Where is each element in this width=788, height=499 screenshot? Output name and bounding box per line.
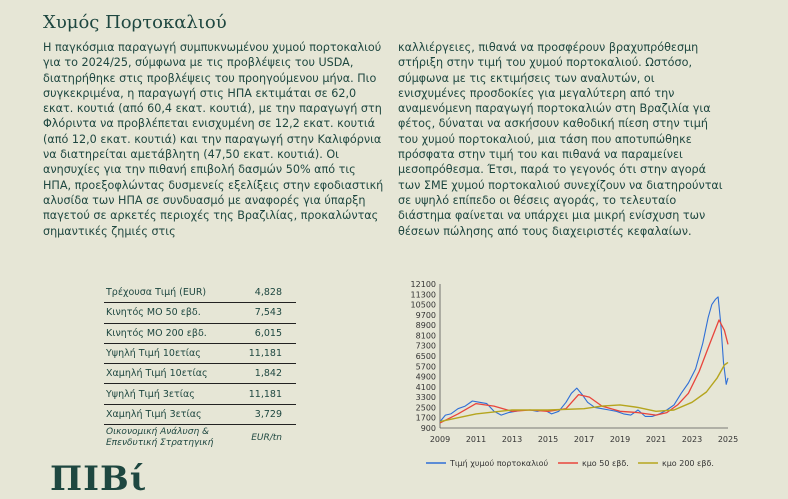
orange-juice-price-chart xyxy=(398,278,743,473)
y-tick-label: 7300 xyxy=(415,341,436,351)
stats-footer-row xyxy=(104,425,296,452)
x-tick-label: 2011 xyxy=(465,435,487,444)
stats-value: 3,729 xyxy=(247,404,296,424)
legend-label: κμο 200 εβδ. xyxy=(662,459,714,468)
y-tick-label: 4100 xyxy=(415,382,436,392)
x-tick-label: 2023 xyxy=(681,435,703,444)
x-tick-label: 2009 xyxy=(429,435,451,444)
x-tick-label: 2015 xyxy=(537,435,559,444)
stats-value: 11,181 xyxy=(247,384,296,404)
stats-value: 6,015 xyxy=(247,323,296,343)
chart-legend xyxy=(426,458,714,468)
y-tick-label: 11300 xyxy=(410,290,436,300)
y-tick-label: 2500 xyxy=(415,403,436,413)
y-tick-label: 1700 xyxy=(415,413,436,423)
stats-value: 4,828 xyxy=(247,283,296,303)
y-tick-label: 6500 xyxy=(415,352,436,361)
series-line-ma200 xyxy=(440,362,728,421)
y-tick-label: 4900 xyxy=(415,372,436,382)
y-tick-label: 8100 xyxy=(415,331,436,341)
stats-row xyxy=(104,404,296,424)
series-lines xyxy=(440,297,728,423)
y-tick-label: 900 xyxy=(420,424,436,433)
stats-value: 7,543 xyxy=(247,303,296,323)
series-line-ma50 xyxy=(440,320,728,423)
stats-row xyxy=(104,323,296,343)
stats-row xyxy=(104,303,296,323)
stats-label: Υψηλή Τιμή 3ετίας xyxy=(104,384,247,404)
stats-table xyxy=(104,283,296,451)
stats-value: 1,842 xyxy=(247,364,296,384)
brand-logo: ΠΙΒί xyxy=(50,459,148,499)
y-axis-ticks xyxy=(411,280,436,433)
stats-row xyxy=(104,364,296,384)
cut-off-header-fragment xyxy=(420,0,720,2)
stats-row xyxy=(104,384,296,404)
y-tick-label: 5700 xyxy=(415,362,436,372)
stats-label: Χαμηλή Τιμή 10ετίας xyxy=(104,364,247,384)
stats-footer-label: Οικονομική Ανάλυση & Επενδυτική Στρατηγική xyxy=(106,427,214,449)
y-tick-label: 8900 xyxy=(415,321,436,331)
article-right-column: καλλιέργειες, πιθανά να προσφέρουν βραχυπρόθεσμη στήριξη στην τιμή του χυμού πορτοκαλιού. Ωστόσο, σύμφωνα με τις εκτιμήσεις των αναλυτών, οι ενισχυμένες προσδοκίες για μεγαλύτερη από την αναμενόμενη παραγωγή πορτοκαλιών στη Βραζιλία για φέτος, δύναται να ασκήσουν καθοδική πίεση στην τιμή του χυμού πορτοκαλιού, μια τάση που αποτυπώθηκε πρόσφατα στην τιμή του και πιθανά να παραμείνει μεσοπρόθεσμα. Έτσι, παρά το γεγονός ότι στην αγορά των ΣΜΕ χυμού πορτοκαλιού συνεχίζουν να διατηρούνται σε υψηλό επίπεδο οι θέσεις αγοράς, το τελευταίο διάστημα φαίνεται να υπάρχει μια μικρή ενίσχυση των θέσεων πώλησης από τους διαχειριστές κεφαλαίων. xyxy=(398,41,723,238)
series-line-price xyxy=(440,297,728,422)
x-tick-label: 2019 xyxy=(609,435,631,444)
y-tick-label: 12100 xyxy=(410,280,436,289)
stats-label: Τρέχουσα Τιμή (EUR) xyxy=(104,283,247,303)
stats-footer-unit: EUR/tn xyxy=(251,432,282,443)
stats-row xyxy=(104,343,296,363)
legend-label: Τιμή χυμού πορτοκαλιού xyxy=(450,459,549,468)
x-tick-label: 2013 xyxy=(501,435,523,444)
stats-row xyxy=(104,283,296,303)
stats-label: Χαμηλή Τιμή 3ετίας xyxy=(104,404,247,424)
y-tick-label: 9700 xyxy=(415,310,436,320)
x-axis-ticks xyxy=(430,435,738,444)
article-title: Χυμός Πορτοκαλιού xyxy=(43,12,227,33)
x-tick-label: 2021 xyxy=(645,435,667,444)
stats-label: Υψηλή Τιμή 10ετίας xyxy=(104,343,247,363)
stats-value: 11,181 xyxy=(247,343,296,363)
article-left-column: Η παγκόσμια παραγωγή συμπυκνωμένου χυμού πορτοκαλιού για το 2024/25, σύμφωνα με τις προβλέψεις του USDA, διατηρήθηκε στις προβλέψεις του προηγούμενου μήνα. Πιο συγκεκριμένα, η παραγωγή στις ΗΠΑ εκτιμάται σε 62,0 εκατ. κουτιά (από 60,4 εκατ. κουτιά), με την παραγωγή στη Φλόριντα να προβλέπεται ενισχυμένη σε 12,2 εκατ. κουτιά (από 12,0 εκατ. κουτιά) και την παραγωγή στην Καλιφόρνια να διατηρείται αμετάβλητη (47,50 εκατ. κουτιά). Οι ανησυχίες για την πιθανή επιβολή δασμών 50% από τις ΗΠΑ, προεξοφλώντας δυσμενείς εξελίξεις στην εφοδιαστική αλυσίδα των ΗΠΑ σε συνδυασμό με αναφορές για ύπαρξη παγετού σε αρκετές περιοχές της Βραζιλίας, προκαλώντας σημαντικές ζημιές στις xyxy=(43,41,384,238)
y-tick-label: 3300 xyxy=(415,393,436,403)
x-tick-label: 2017 xyxy=(573,435,595,444)
y-tick-label: 10500 xyxy=(410,300,436,310)
stats-label: Κινητός ΜΟ 50 εβδ. xyxy=(104,303,247,323)
stats-label: Κινητός ΜΟ 200 εβδ. xyxy=(104,323,247,343)
x-tick-label: 2025 xyxy=(717,435,739,444)
legend-label: κμο 50 εβδ. xyxy=(582,459,629,468)
